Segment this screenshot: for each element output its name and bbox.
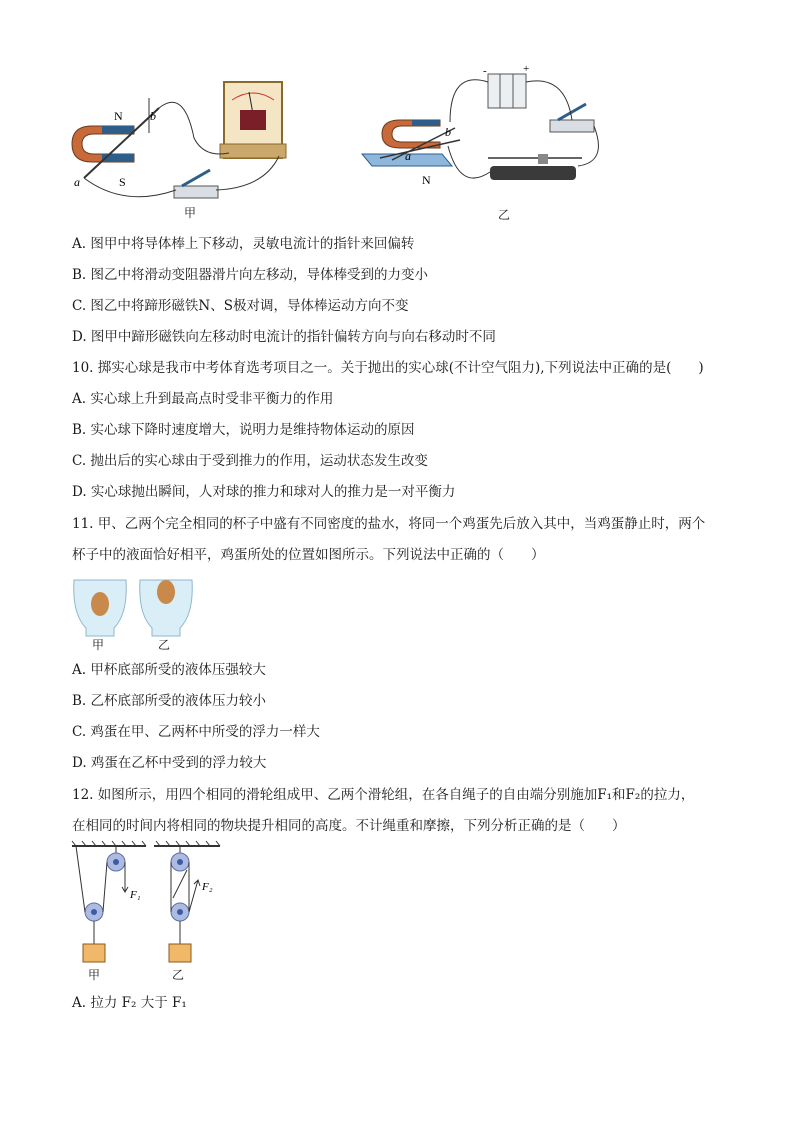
q12-stem-line1: 12. 如图所示，用四个相同的滑轮组成甲、乙两个滑轮组，在各自绳子的自由端分别施加F₁和F₂的拉力， <box>72 787 695 803</box>
pulley-systems-diagram <box>70 840 230 968</box>
motor-effect-diagram <box>350 62 610 212</box>
q11-stem-line2: 杯子中的液面恰好相平，鸡蛋所处的位置如图所示。下列说法中正确的（ ） <box>72 547 545 563</box>
egg-cups-diagram <box>70 574 200 642</box>
cup-caption-jia: 甲 <box>92 638 105 652</box>
q12-option-a: A. 拉力 F₂ 大于 F₁ <box>72 995 187 1011</box>
q11-stem-line1: 11. 甲、乙两个完全相同的杯子中盛有不同密度的盐水，将同一个鸡蛋先后放入其中，当鸡蛋静止时，两个 <box>72 516 706 532</box>
q9-option-a: A. 图甲中将导体棒上下移动，灵敏电流计的指针来回偏转 <box>72 236 415 252</box>
q11-option-c: C. 鸡蛋在甲、乙两杯中所受的浮力一样大 <box>72 724 320 740</box>
rod-b-label: b <box>445 125 451 139</box>
rod-a-label: a <box>405 149 411 163</box>
q10-option-d: D. 实心球抛出瞬间，人对球的推力和球对人的推力是一对平衡力 <box>72 484 456 500</box>
q10-option-a: A. 实心球上升到最高点时受非平衡力的作用 <box>72 391 334 407</box>
q9-option-d: D. 图甲中蹄形磁铁向左移动时电流计的指针偏转方向与向右移动时不同 <box>72 329 496 345</box>
cup-caption-yi: 乙 <box>158 638 171 652</box>
q10-option-b: B. 实心球下降时速度增大，说明力是维持物体运动的原因 <box>72 422 415 438</box>
pulley-caption-jia: 甲 <box>88 968 101 982</box>
q9-option-b: B. 图乙中将滑动变阻器滑片向左移动，导体棒受到的力变小 <box>72 267 429 283</box>
pole-n-label: N <box>114 109 123 123</box>
q11-option-b: B. 乙杯底部所受的液体压力较小 <box>72 693 267 709</box>
force-f1-label: F₁ <box>130 889 141 901</box>
egg-cups-figure <box>70 574 200 642</box>
force-f2-label: F₂ <box>202 881 213 893</box>
pole-s-label: S <box>119 175 126 189</box>
figure-yi-caption: 乙 <box>498 208 511 222</box>
pole-n-label-yi: N <box>422 173 431 187</box>
q12-stem-line2: 在相同的时间内将相同的物块提升相同的高度。不计绳重和摩擦，下列分析正确的是（ ） <box>72 818 626 834</box>
pulley-caption-yi: 乙 <box>172 968 185 982</box>
battery-minus-label: - <box>483 65 487 77</box>
q11-option-d: D. 鸡蛋在乙杯中受到的浮力较大 <box>72 755 267 771</box>
figure-yi <box>350 62 610 212</box>
figure-jia-caption: 甲 <box>184 206 197 220</box>
q10-option-c: C. 抛出后的实心球由于受到推力的作用，运动状态发生改变 <box>72 453 428 469</box>
figure-jia <box>64 78 294 223</box>
end-b-label: b <box>150 109 156 123</box>
q11-option-a: A. 甲杯底部所受的液体压强较大 <box>72 662 266 678</box>
end-a-label: a <box>74 175 80 189</box>
q9-option-c: C. 图乙中将蹄形磁铁N、S极对调，导体棒运动方向不变 <box>72 298 409 314</box>
pulley-figure <box>70 840 230 968</box>
q10-stem: 10. 掷实心球是我市中考体育选考项目之一。关于抛出的实心球(不计空气阻力),下列说法中正确的是( ) <box>72 360 704 376</box>
induction-apparatus-diagram <box>64 78 294 223</box>
battery-plus-label: + <box>523 63 530 75</box>
